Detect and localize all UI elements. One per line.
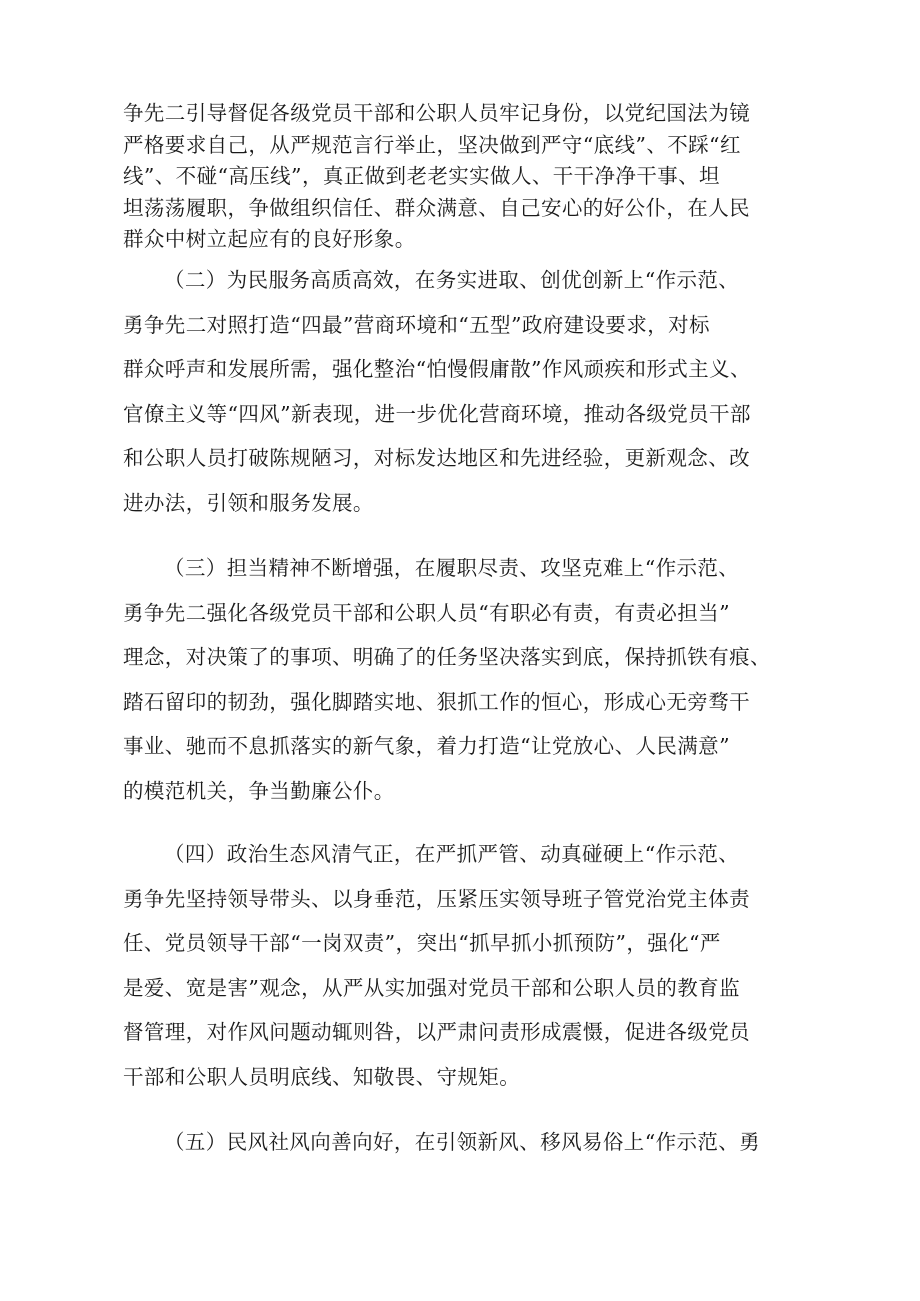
text-line: 事业、驰而不息抓落实的新气象，着力打造“让党放心、人民满意” — [123, 734, 730, 758]
text-line: 勇争先二强化各级党员干部和公职人员“有职必有责，有责必担当” — [123, 600, 730, 625]
text-line: 任、党员领导干部“一岗双责”，突出“抓早抓小抓预防”，强化“严 — [123, 931, 721, 955]
text-line: 坦荡荡履职，争做组织信任、群众满意、自己安心的好公仆，在人民 — [123, 195, 750, 220]
text-line: 理念，对决策了的事项、明确了的任务坚决落实到底，保持抓铁有痕、 — [123, 645, 771, 669]
text-line: 踏石留印的韧劲，强化脚踏实地、狠抓工作的恒心，形成心无旁骛干 — [123, 689, 750, 714]
paragraph-section-2 — [123, 258, 803, 525]
text-line: 官僚主义等“四风”新表现，进一步优化营商环境，推动各级党员干部 — [123, 401, 751, 426]
text-line: 督管理，对作风问题动辄则咎，以严肃问责形成震慑，促进各级党员 — [123, 1020, 750, 1044]
text-line: 干部和公职人员明底线、知敬畏、守规矩。 — [123, 1064, 521, 1089]
paragraph-section-4 — [123, 832, 803, 1099]
paragraph-section-5 — [123, 1120, 803, 1165]
paragraph-section-3 — [123, 546, 803, 813]
text-line: （三）担当精神不断增强，在履职尽责、攻坚克难上“作示范、 — [164, 556, 740, 580]
text-line: （五）民风社风向善向好，在引领新风、移风易俗上“作示范、勇 — [164, 1130, 761, 1154]
text-line: （四）政治生态风清气正，在严抓严管、动真碰硬上“作示范、 — [164, 842, 740, 866]
text-line: 和公职人员打破陈规陋习，对标发达地区和先进经验，更新观念、改 — [123, 446, 750, 470]
text-line: 群众呼声和发展所需，强化整治“怕慢假庸散”作风顽疾和形式主义、 — [123, 357, 751, 381]
text-line: （二）为民服务高质高效，在务实进取、创优创新上“作示范、 — [164, 268, 740, 292]
text-line: 严格要求自己，从严规范言行举止，坚决做到严守“底线”、不踩“红 — [123, 132, 741, 157]
text-line: 勇争先二对照打造“四最”营商环境和“五型”政府建设要求，对标 — [123, 312, 710, 337]
text-line: 进办法，引领和服务发展。 — [123, 490, 374, 515]
text-line: 线”、不碰“高压线”，真正做到老老实实做人、干干净净干事、坦 — [123, 164, 720, 188]
paragraph-continued — [123, 98, 803, 256]
text-line: 争先二引导督促各级党员干部和公职人员牢记身份，以党纪国法为镜 — [123, 101, 750, 125]
text-line: 是爱、宽是害”观念，从严从实加强对党员干部和公职人员的教育监 — [123, 975, 740, 1000]
text-line: 的模范机关，争当勤廉公仆。 — [123, 778, 395, 803]
text-line: 勇争先坚持领导带头、以身垂范，压紧压实领导班子管党治党主体责 — [123, 886, 750, 911]
text-line: 群众中树立起应有的良好形象。 — [123, 227, 416, 251]
